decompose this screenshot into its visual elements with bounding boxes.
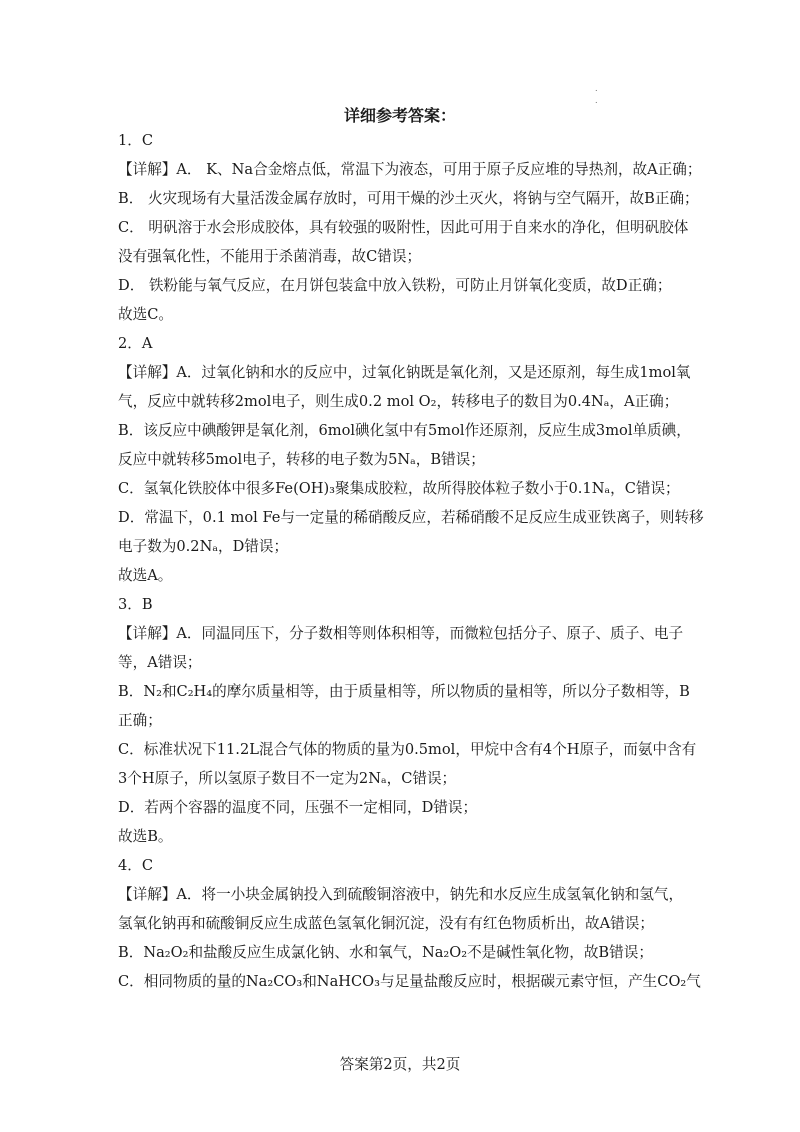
text-line: B．该反应中碘酸钾是氧化剂，6mol碘化氢中有5mol作还原剂，反应生成3mol单质碘， [118,422,691,439]
text-line: 没有强氧化性，不能用于杀菌消毒，故C错误； [118,248,422,265]
answer-content [118,126,704,996]
text-line: 反应中就转移5mol电子，转移的电子数为5Nₐ，B错误； [118,451,485,468]
text-line: 气，反应中就转移2mol电子，则生成0.2 mol O₂，转移电子的数目为0.4Nₐ，A正确； [118,393,679,410]
text-line: 2．A [118,335,153,352]
text-line: B． 火灾现场有大量活泼金属存放时，可用干燥的沙土灭火，将钠与空气隔开，故B正确； [118,190,699,207]
text-line: 3．B [118,596,153,613]
text-line: 故选B。 [118,828,173,845]
text-line: 正确； [118,712,162,729]
scan-marks: . . [595,84,598,105]
text-line: 故选C。 [118,306,173,323]
text-line: 【详解】A．将一小块金属钠投入到硫酸铜溶液中，钠先和水反应生成氢氧化钠和氢气， [118,886,684,903]
text-line: 等，A错误； [118,654,202,671]
text-line: 【详解】A．过氧化钠和水的反应中，过氧化钠既是氧化剂，又是还原剂，每生成1mol氧 [118,364,691,381]
text-line: 【详解】A．同温同压下，分子数相等则体积相等，而微粒包括分子、原子、质子、电子 [118,625,684,642]
text-line: B．Na₂O₂和盐酸反应生成氯化钠、水和氧气，Na₂O₂不是碱性氧化物，故B错误； [118,944,653,961]
page-footer: 答案第2页，共2页 [339,1056,461,1073]
page-title: 详细参考答案： [343,106,456,125]
text-line: 3个H原子，所以氢原子数目不一定为2Nₐ，C错误； [118,770,457,787]
text-line: 【详解】A． K、Na合金熔点低，常温下为液态，可用于原子反应堆的导热剂，故A正确； [118,161,702,178]
text-line: 1．C [118,132,154,149]
text-line: B．N₂和C₂H₄的摩尔质量相等，由于质量相等，所以物质的量相等，所以分子数相等，B [118,683,690,700]
text-line: D．若两个容器的温度不同，压强不一定相同，D错误； [118,799,478,816]
text-line: D．常温下，0.1 mol Fe与一定量的稀硝酸反应，若稀硝酸不足反应生成亚铁离子，则转移 [118,509,704,526]
text-line: 氢氧化钠再和硫酸铜反应生成蓝色氢氧化铜沉淀，没有有红色物质析出，故A错误； [118,915,654,932]
text-line: C． 明矾溶于水会形成胶体，具有较强的吸附性，因此可用于自来水的净化，但明矾胶体 [118,219,689,236]
text-line: C．标准状况下11.2L混合气体的物质的量为0.5mol，甲烷中含有4个H原子，而氨中含有 [118,741,697,758]
text-line: 故选A。 [118,567,173,584]
text-line: 电子数为0.2Nₐ，D错误； [118,538,289,555]
text-line: 4．C [118,857,154,874]
text-line: C．相同物质的量的Na₂CO₃和NaHCO₃与足量盐酸反应时，根据碳元素守恒，产生CO₂气 [118,973,701,990]
text-line: C．氢氧化铁胶体中很多Fe(OH)₃聚集成胶粒，故所得胶体粒子数小于0.1Nₐ，C错误； [118,480,680,497]
text-line: D． 铁粉能与氧气反应，在月饼包装盒中放入铁粉，可防止月饼氧化变质，故D正确； [118,277,672,294]
